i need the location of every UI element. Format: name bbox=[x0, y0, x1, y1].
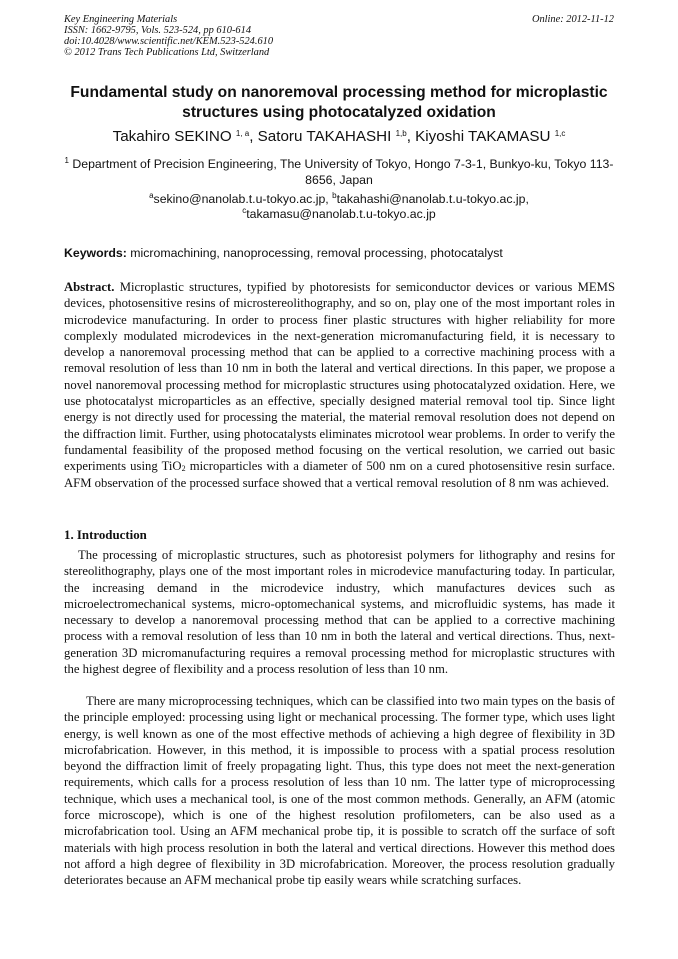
author-list bbox=[40, 128, 638, 146]
email-link[interactable]: takahashi@nanolab.t.u-tokyo.ac.jp, bbox=[336, 192, 529, 206]
email-link[interactable]: takamasu@nanolab.t.u-tokyo.ac.jp bbox=[246, 207, 436, 221]
email-link[interactable]: sekino@nanolab.t.u-tokyo.ac.jp, bbox=[153, 192, 329, 206]
abstract bbox=[64, 279, 615, 491]
author-affil-mark: 1, a bbox=[235, 129, 250, 138]
abstract-label: Abstract. bbox=[64, 280, 115, 294]
email-mark: b bbox=[332, 191, 337, 200]
affiliation bbox=[64, 156, 614, 188]
email-mark: c bbox=[242, 206, 247, 215]
section-heading: 1. Introduction bbox=[64, 528, 147, 542]
intro-paragraph-2: There are many microprocessing techniques, which can be classified into two main types on the basis of the principle employed: processing using light or mechanical processing. The former type, which uses light energy, is well known as one of the most effective methods of achieving a high degree of flexibility in 3D microfabrication. However, in this method, it is impossible to process with a spatial process resolution beyond the diffraction limit of freely propagating light. Thus, this type does not meet the next-generation requirements, which calls for a process resolution of less than 10 nm. The latter type of microprocessing technique, which uses a mechanical tool, is one of the most common methods. Generally, an AFM (atomic force microscope), which is one of the highest resolution profilometers, can be also used as a microfabrication tool. Using an AFM mechanical probe tip, it is possible to scratch off the surface of soft materials with high process resolution in both the lateral and vertical directions. However this method does not afford a high degree of flexibility in 3D microfabrication. Moreover, the process resolution gradually deteriorates because an AFM mechanical probe tip easily wears while scratching surfaces. bbox=[64, 694, 615, 888]
affiliation-text: Department of Precision Engineering, The University of Tokyo, Hongo 7-3-1, Bunkyo-ku, Tokyo 113-8656, Japan bbox=[72, 157, 614, 187]
tio2-subscript: 2 bbox=[181, 464, 186, 474]
doi-line[interactable]: doi:10.4028/www.scientific.net/KEM.523-524.610 bbox=[64, 36, 274, 47]
keywords-text: micromachining, nanoprocessing, removal processing, photocatalyst bbox=[130, 246, 503, 260]
paper-title: Fundamental study on nanoremoval processing method for microplastic structures using photocatalyzed oxidation bbox=[70, 84, 608, 121]
author-affil-mark: 1,c bbox=[554, 129, 566, 138]
abstract-text-end: microparticles with a diameter of 500 nm on a cured photosensitive resin surface. AFM observation of the processed surface showed that a vertical removal resolution of 8 nm was achieved. bbox=[64, 459, 615, 490]
keywords-label: Keywords: bbox=[64, 246, 127, 260]
online-date: Online: 2012-11-12 bbox=[531, 14, 614, 25]
abstract-text: Microplastic structures, typified by photoresists for semiconductor devices or various MEMS devices, photosensitive resins of microstereolithography, and so on, play one of the most important roles in microdevice manufacturing. In order to process finer plastic structures with higher reliability for more complexly modulated microdevices in the next-generation micromanufacturing field, it is necessary to develop a nanoremoval processing method that can be applied to a corrective machining process with a removal resolution of less than 10 nm in both the lateral and vertical directions. In this paper, we propose a novel nanoremoval processing method for microplastic structures using photocatalyzed oxidation. Here, we use photocatalyst microparticles as an effective, specially designed material removal tool tip. Since light energy is not directly used for processing the material, the material removal resolution does not depend on the diffraction limit. Further, using photocatalysts eliminates microtool wear problems. In order to verify the fundamental feasibility of the proposed method focusing on the vertical resolution, we carried out basic experiments using TiO bbox=[64, 280, 615, 474]
author-separator: , bbox=[406, 128, 416, 145]
affiliation-mark: 1 bbox=[64, 156, 69, 165]
author-name: Takahiro SEKINO bbox=[112, 128, 232, 145]
author-name: Satoru TAKAHASHI bbox=[257, 128, 392, 145]
author-separator: , bbox=[249, 128, 258, 145]
email-mark: a bbox=[149, 191, 154, 200]
author-emails bbox=[64, 192, 614, 222]
author-name: Kiyoshi TAKAMASU bbox=[415, 128, 551, 145]
keywords bbox=[64, 246, 614, 261]
intro-paragraph-1: The processing of microplastic structures, such as photoresist polymers for lithography and resins for stereolithography, plays one of the most important roles in microdevice manufacturing today. In particular, the increasing demand in the microdevice industry, which manufactures devices such as microelectromechanical systems, micro-optomechanical systems, and microfluidic systems, has made it necessary to develop a nanoremoval processing method that can be applied to a corrective machining process with a removal resolution of less than 10 nm in both the lateral and vertical directions. Thus, next-generation 3D micromanufacturing requires a removal processing method for microplastic structures with the highest degree of flexibility and a process resolution of less than 10 nm. bbox=[64, 548, 615, 677]
copyright-line: © 2012 Trans Tech Publications Ltd, Switzerland bbox=[64, 47, 270, 58]
journal-name: Key Engineering Materials bbox=[64, 14, 178, 25]
journal-header bbox=[64, 14, 273, 58]
issn-line: ISSN: 1662-9795, Vols. 523-524, pp 610-614 bbox=[64, 25, 252, 36]
author-affil-mark: 1,b bbox=[395, 129, 407, 138]
